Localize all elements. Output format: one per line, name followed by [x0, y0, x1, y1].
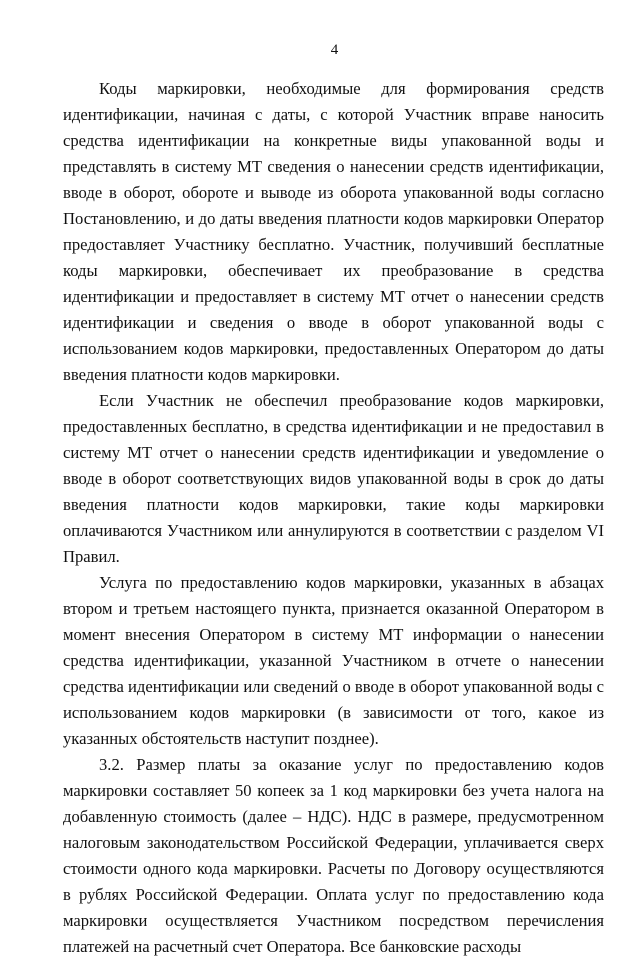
page-number: 4 — [330, 42, 339, 58]
paragraph-service-rendered: Услуга по предоставлению кодов маркировки, указанных в абзацах втором и третьем настоящего пункта, признается оказанной Оператором в момент внесения Оператором в систему МТ информации о нанесении средства идентификации, указанной Участником в отчете о нанесении средства идентификации или сведений о вводе в оборот упакованной воды с использованием кодов маркировки (в зависимости от того, какое из указанных обстоятельств наступит позднее). — [63, 573, 604, 748]
paragraph-fee-3-2: 3.2. Размер платы за оказание услуг по предоставлению кодов маркировки составляет 50 копеек за 1 код маркировки без учета налога на добавленную стоимость (далее – НДС). НДС в размере, предусмотренном налоговым законодательством Российской Федерации, уплачивается сверх стоимости одного кода маркировки. Расчеты по Договору осуществляются в рублях Российской Федерации. Оплата услуг по предоставлению кода маркировки осуществляется Участником посредством перечисления платежей на расчетный счет Оператора. Все банковские расходы — [63, 755, 604, 956]
paragraph-unconverted-codes: Если Участник не обеспечил преобразование кодов маркировки, предоставленных бесплатно, в средства идентификации и не предоставил в систему МТ отчет о нанесении средств идентификации и уведомление о вводе в оборот соответствующих видов упакованной воды в срок до даты введения платности кодов маркировки, такие коды маркировки оплачиваются Участником или аннулируются в соответствии с разделом VI Правил. — [63, 391, 604, 566]
paragraph-free-codes: Коды маркировки, необходимые для формирования средств идентификации, начиная с даты, с которой Участник вправе наносить средства идентификации на конкретные виды упакованной воды и представлять в систему МТ сведения о нанесении средств идентификации, вводе в оборот, обороте и выводе из оборота упакованной воды согласно Постановлению, и до даты введения платности кодов маркировки Оператор предоставляет Участнику бесплатно. Участник, получивший бесплатные коды маркировки, обеспечивает их преобразование в средства идентификации и предоставляет в систему МТ отчет о нанесении средств идентификации и сведения о вводе в оборот упакованной воды с использованием кодов маркировки, предоставленных Оператором до даты введения платности кодов маркировки. — [63, 79, 604, 384]
